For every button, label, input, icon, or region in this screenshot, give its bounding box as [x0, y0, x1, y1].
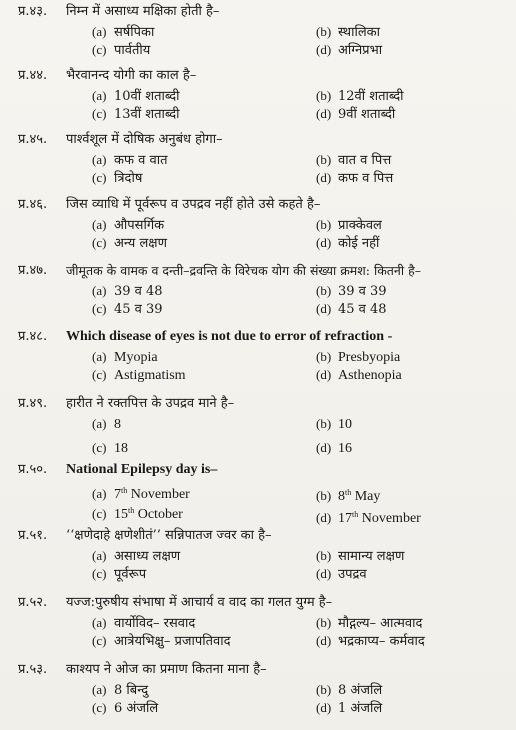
option-text: वात व पित्त — [338, 153, 392, 168]
option-text: औपसर्गिक — [114, 218, 165, 233]
option-b — [316, 488, 380, 505]
question-number: प्र.५१. — [18, 528, 48, 543]
option-d — [316, 106, 395, 123]
option-text: असाध्य लक्षण — [114, 549, 181, 564]
option-d — [316, 566, 367, 583]
option-text: 1 अंजलि — [338, 701, 383, 716]
option-text: 7 — [114, 487, 121, 502]
question-text: National Epilepsy day is– — [66, 462, 218, 477]
option-label: (a) — [92, 486, 107, 501]
option-label: (d) — [316, 700, 332, 715]
option-a — [92, 217, 164, 234]
option-text: 13वीं शताब्दी — [114, 107, 180, 122]
option-label: (d) — [316, 301, 332, 316]
option-text: 45 व 48 — [338, 302, 387, 317]
question-number: प्र.४८. — [18, 329, 48, 344]
option-d — [316, 301, 387, 318]
question-text: काश्यप ने ओज का प्रमाण कितना माना है– — [66, 662, 267, 677]
option-label: (c) — [92, 633, 107, 648]
question-number: प्र.५०. — [18, 462, 48, 477]
option-b — [316, 88, 404, 105]
option-text: त्रिदोष — [114, 171, 143, 186]
option-label: (a) — [92, 416, 107, 431]
question-number: प्र.४७. — [18, 263, 48, 278]
option-a — [92, 486, 190, 503]
question-text: निम्न में असाध्य मक्षिका होती है– — [66, 4, 220, 19]
option-text: सामान्य लक्षण — [338, 549, 405, 564]
option-a — [92, 682, 148, 699]
option-d — [316, 367, 402, 384]
option-label: (d) — [316, 440, 332, 455]
option-text: 17 — [338, 511, 352, 526]
option-text: कोई नहीं — [338, 236, 380, 251]
option-text: 8 — [114, 417, 121, 432]
question-number: प्र.४९. — [18, 396, 48, 411]
option-label: (d) — [316, 106, 332, 121]
option-text: प्राक्केवल — [338, 218, 382, 233]
option-label: (b) — [316, 548, 332, 563]
question-number: प्र.४५. — [18, 132, 48, 147]
option-b — [316, 682, 382, 699]
option-a — [92, 416, 121, 433]
option-text: 16 — [338, 441, 352, 456]
option-label: (b) — [316, 88, 332, 103]
option-b — [316, 615, 422, 632]
question-text: भैरवानन्द योगी का काल है– — [66, 68, 197, 83]
option-text: 10वीं शताब्दी — [114, 89, 180, 104]
option-text: सर्षपिका — [114, 25, 155, 40]
option-c — [92, 633, 231, 650]
option-text: पूर्वरूप — [114, 567, 147, 582]
option-d — [316, 510, 421, 527]
question-number: प्र.४३. — [18, 4, 48, 19]
question-text: जिस व्याधि में पूर्वरूप व उपद्रव नहीं होते उसे कहते है– — [66, 197, 321, 212]
option-a — [92, 88, 180, 105]
option-label: (b) — [316, 283, 332, 298]
option-label: (a) — [92, 217, 107, 232]
option-b — [316, 152, 391, 169]
question-number: प्र.४६. — [18, 197, 48, 212]
question-text: यज्ज:पुरुषीय संभाषा में आचार्य व वाद का गलत युग्म है– — [66, 595, 333, 610]
question-number: प्र.५२. — [18, 595, 48, 610]
option-b — [316, 283, 387, 300]
option-label: (c) — [92, 170, 107, 185]
option-label: (c) — [92, 566, 107, 581]
option-text-rest: May — [351, 489, 381, 504]
option-text: Presbyopia — [338, 350, 401, 365]
option-text: Astigmatism — [114, 368, 186, 383]
option-text: 10 — [338, 417, 352, 432]
option-label: (c) — [92, 106, 107, 121]
option-text: 45 व 39 — [114, 302, 163, 317]
option-label: (b) — [316, 416, 332, 431]
option-text: 9वीं शताब्दी — [338, 107, 396, 122]
option-text: 8 — [338, 489, 345, 504]
option-a — [92, 152, 168, 169]
option-b — [316, 416, 352, 433]
option-label: (a) — [92, 152, 107, 167]
option-text: मौद्गल्य– आत्मवाद — [338, 616, 423, 631]
option-text-rest: November — [358, 511, 421, 526]
option-label: (c) — [92, 301, 107, 316]
option-a — [92, 24, 154, 41]
ordinal-suffix: th — [121, 486, 128, 495]
question-number: प्र.४४. — [18, 68, 48, 83]
option-label: (b) — [316, 615, 332, 630]
option-c — [92, 367, 186, 384]
option-d — [316, 235, 379, 252]
option-label: (a) — [92, 349, 107, 364]
option-text: आत्रेयभिक्षु– प्रजापतिवाद — [114, 634, 231, 649]
option-label: (c) — [92, 506, 107, 521]
option-b — [316, 24, 380, 41]
option-c — [92, 106, 180, 123]
option-c — [92, 700, 158, 717]
option-text: वार्योविद– रसवाद — [114, 616, 196, 631]
option-text: 15 — [114, 507, 128, 522]
option-label: (c) — [92, 42, 107, 57]
ordinal-suffix: th — [352, 510, 359, 519]
option-text: 39 व 39 — [338, 284, 387, 299]
option-text: 12वीं शताब्दी — [338, 89, 404, 104]
option-c — [92, 42, 150, 59]
option-label: (b) — [316, 24, 332, 39]
option-text: अग्निप्रभा — [338, 43, 383, 58]
option-text: 8 अंजलि — [338, 683, 383, 698]
option-text: Asthenopia — [338, 368, 402, 383]
option-d — [316, 700, 382, 717]
question-text: जीमूतक के वामक व दन्ती–द्रवन्ति के विरेचक योग की संख्या क्रमश: कितनी है– — [66, 263, 421, 278]
option-b — [316, 217, 382, 234]
option-c — [92, 440, 128, 457]
question-text: ‘‘क्षणेदाहे क्षणेशीतं’’ सन्निपातज ज्वर का है– — [66, 528, 272, 543]
option-a — [92, 283, 163, 300]
option-b — [316, 548, 404, 565]
option-text: उपद्रव — [338, 567, 367, 582]
option-label: (c) — [92, 235, 107, 250]
question-text: पार्श्वशूल में दोषिक अनुबंध होगा– — [66, 132, 223, 147]
ordinal-suffix: th — [128, 506, 135, 515]
option-text: अन्य लक्षण — [114, 236, 167, 251]
option-d — [316, 42, 382, 59]
option-label: (d) — [316, 367, 332, 382]
option-label: (d) — [316, 235, 332, 250]
option-label: (a) — [92, 682, 107, 697]
option-a — [92, 615, 195, 632]
option-text: पार्वतीय — [114, 43, 151, 58]
option-label: (d) — [316, 566, 332, 581]
option-label: (c) — [92, 367, 107, 382]
option-label: (a) — [92, 88, 107, 103]
option-label: (b) — [316, 682, 332, 697]
question-text: हारीत ने रक्तपित्त के उपद्रव माने है– — [66, 396, 235, 411]
option-label: (c) — [92, 440, 107, 455]
option-text-rest: November — [127, 487, 190, 502]
option-label: (d) — [316, 170, 332, 185]
option-text-rest: October — [134, 507, 183, 522]
question-number: प्र.५३. — [18, 662, 48, 677]
ordinal-suffix: th — [345, 488, 352, 497]
option-a — [92, 548, 180, 565]
option-text: 8 बिन्दु — [114, 683, 149, 698]
option-label: (b) — [316, 349, 332, 364]
option-label: (a) — [92, 283, 107, 298]
option-label: (d) — [316, 42, 332, 57]
option-a — [92, 349, 158, 366]
option-c — [92, 170, 142, 187]
option-d — [316, 170, 393, 187]
option-c — [92, 566, 146, 583]
option-label: (b) — [316, 217, 332, 232]
option-label: (b) — [316, 152, 332, 167]
option-label: (a) — [92, 548, 107, 563]
option-text: कफ व वात — [114, 153, 168, 168]
option-label: (a) — [92, 24, 107, 39]
option-c — [92, 235, 167, 252]
option-text: Myopia — [114, 350, 158, 365]
option-text: कफ व पित्त — [338, 171, 394, 186]
question-text: Which disease of eyes is not due to error of refraction - — [66, 329, 393, 344]
option-text: 18 — [114, 441, 128, 456]
option-d — [316, 440, 352, 457]
option-label: (d) — [316, 510, 332, 525]
option-text: स्थालिका — [338, 25, 381, 40]
option-text: भद्रकाप्य– कर्मवाद — [338, 634, 425, 649]
option-d — [316, 633, 425, 650]
option-text: 39 व 48 — [114, 284, 163, 299]
option-label: (b) — [316, 488, 332, 503]
option-c — [92, 506, 183, 523]
option-label: (a) — [92, 615, 107, 630]
option-label: (c) — [92, 700, 107, 715]
option-b — [316, 349, 400, 366]
option-label: (d) — [316, 633, 332, 648]
option-text: 6 अंजलि — [114, 701, 159, 716]
option-c — [92, 301, 163, 318]
